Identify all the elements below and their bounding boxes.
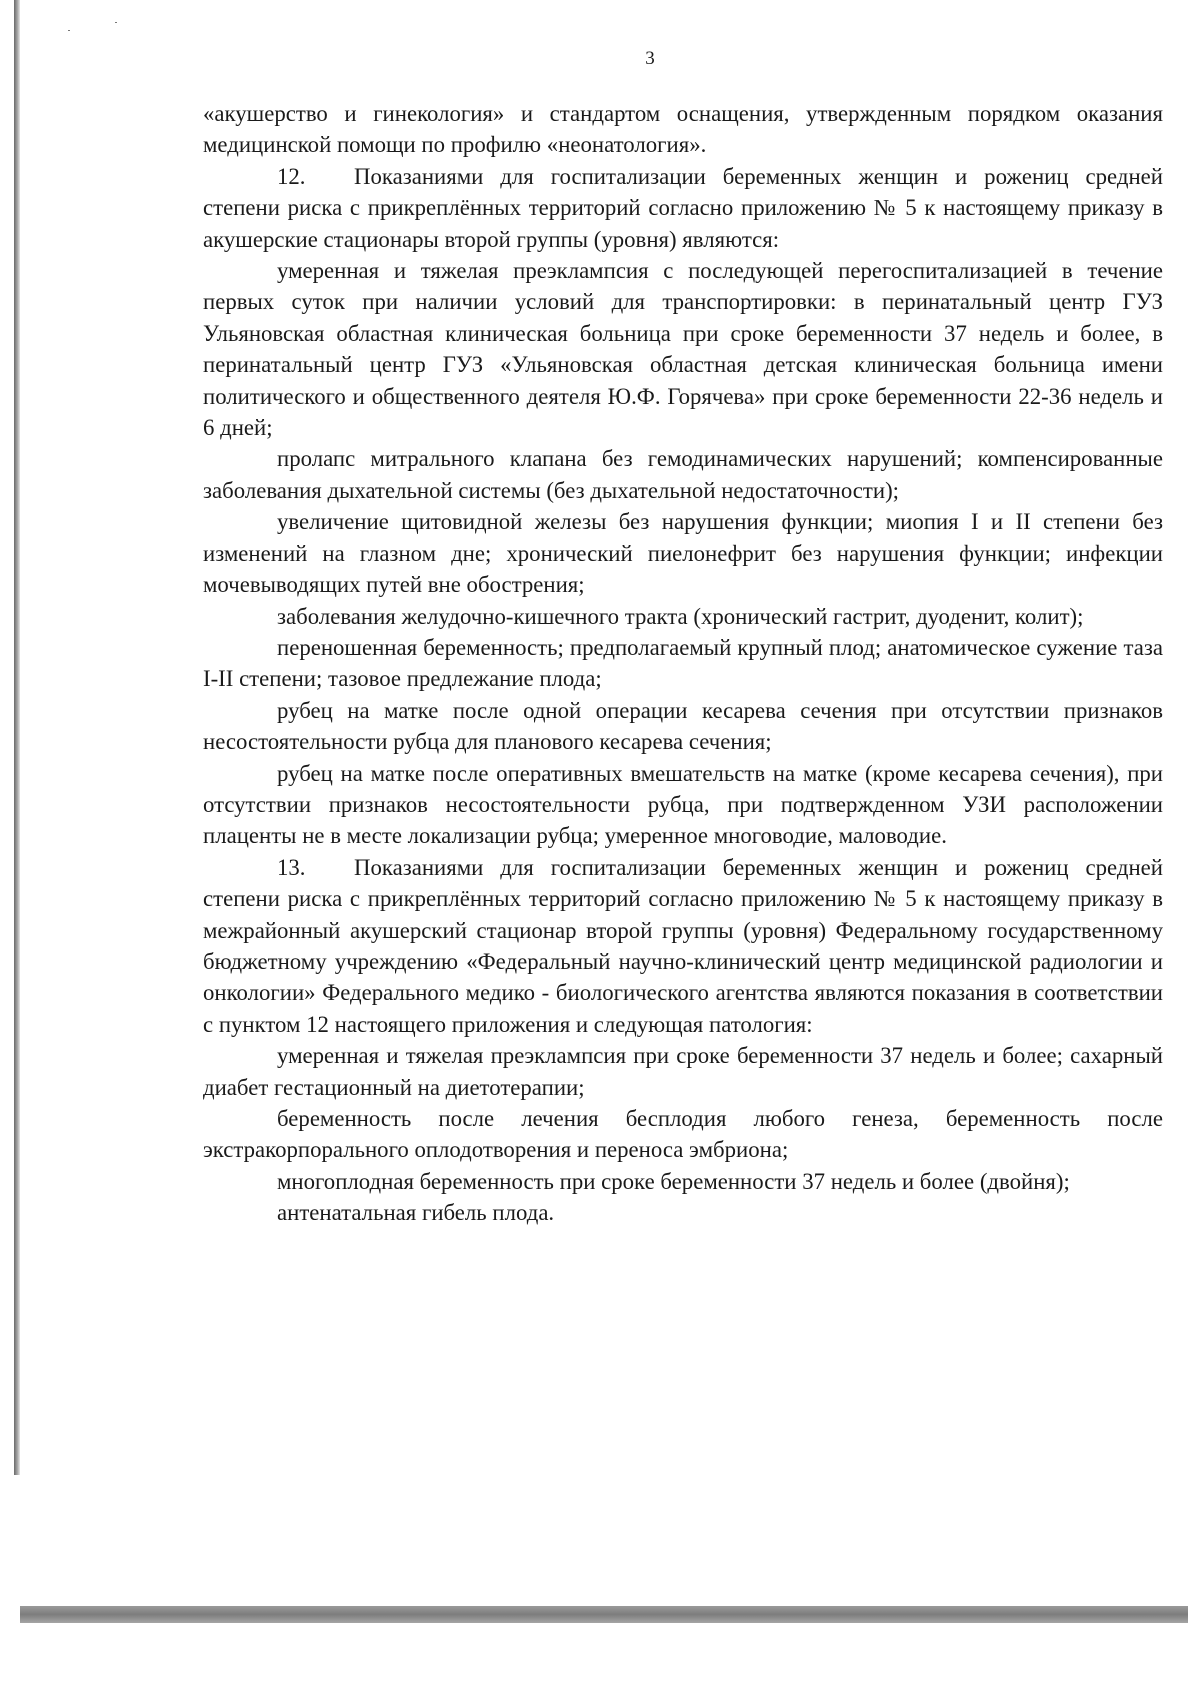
list-item: рубец на матке после оперативных вмешательств на матке (кроме кесарева сечения), при отсутствии признаков несостоятельности рубца, при подтвержденном УЗИ расположении плаценты не в месте локализации рубца; умеренное многоводие, маловодие.: [203, 760, 1163, 849]
scan-speck: [115, 22, 117, 23]
scan-bottom-bar: [20, 1606, 1188, 1623]
paragraph: «акушерство и гинекология» и стандартом оснащения, утвержденным порядком оказания медицинской помощи по профилю «неонатология».: [203, 101, 1163, 158]
list-item: многоплодная беременность при сроке беременности 37 недель и более (двойня);: [277, 1168, 1070, 1194]
list-item: увеличение щитовидной железы без нарушения функции; миопия I и II степени без изменений на глазном дне; хронический пиелонефрит без нарушения функции; инфекции мочевыводящих путей вне обострения;: [203, 509, 1163, 598]
list-item: умеренная и тяжелая преэклампсия с последующей перегоспитализацией в течение первых суток при наличии условий для транспортировки: в перинатальный центр ГУЗ Ульяновская областная клиническая больница при сроке беременности 37 недель и более, в перинатальный центр ГУЗ «Ульяновская областная детская клиническая больница имени политического и общественного деятеля Ю.Ф. Горячева» при сроке беременности 22-36 недель и 6 дней;: [203, 258, 1163, 441]
list-item: рубец на матке после одной операции кесарева сечения при отсутствии признаков несостоятельности рубца для планового кесарева сечения;: [203, 697, 1163, 755]
item-number: 13.: [277, 854, 306, 880]
scan-speck: [68, 30, 70, 31]
list-item: пролапс митрального клапана без гемодинамических нарушений; компенсированные заболевания дыхательной системы (без дыхательной недостаточности);: [203, 446, 1163, 503]
list-item: заболевания желудочно-кишечного тракта (хронический гастрит, дуоденит, колит);: [277, 603, 1084, 629]
list-item: умеренная и тяжелая преэклампсия при сроке беременности 37 недель и более; сахарный диабет гестационный на диетотерапии;: [203, 1043, 1163, 1100]
scan-left-edge: [14, 0, 20, 1475]
list-item: переношенная беременность; предполагаемый крупный плод; анатомическое сужение таза I-II степени; тазовое предлежание плода;: [203, 634, 1163, 692]
paragraph-numbered: 12. Показаниями для госпитализации беременных женщин и рожениц средней степени риска с прикреплённых территорий согласно приложению № 5 к настоящему приказу в акушерские стационары второй группы (уровня) являются:: [203, 161, 1163, 255]
item-number: 12.: [277, 163, 306, 189]
list-item: беременность после лечения бесплодия любого генеза, беременность после экстракорпорального оплодотворения и переноса эмбриона;: [203, 1106, 1163, 1163]
list-item: антенатальная гибель плода.: [277, 1200, 555, 1226]
paragraph-numbered: 13. Показаниями для госпитализации беременных женщин и рожениц средней степени риска с прикреплённых территорий согласно приложению № 5 к настоящему приказу в межрайонный акушерский стационар второй группы (уровня) Федеральному государственному бюджетному учреждению «Федеральный научно-клинический центр медицинской радиологии и онкологии» Федерального медико - биологического агентства являются показания в соответствии с пунктом 12 настоящего приложения и следующая патология:: [203, 852, 1163, 1040]
document-body: [203, 98, 1163, 1229]
page-number: 3: [645, 48, 655, 69]
